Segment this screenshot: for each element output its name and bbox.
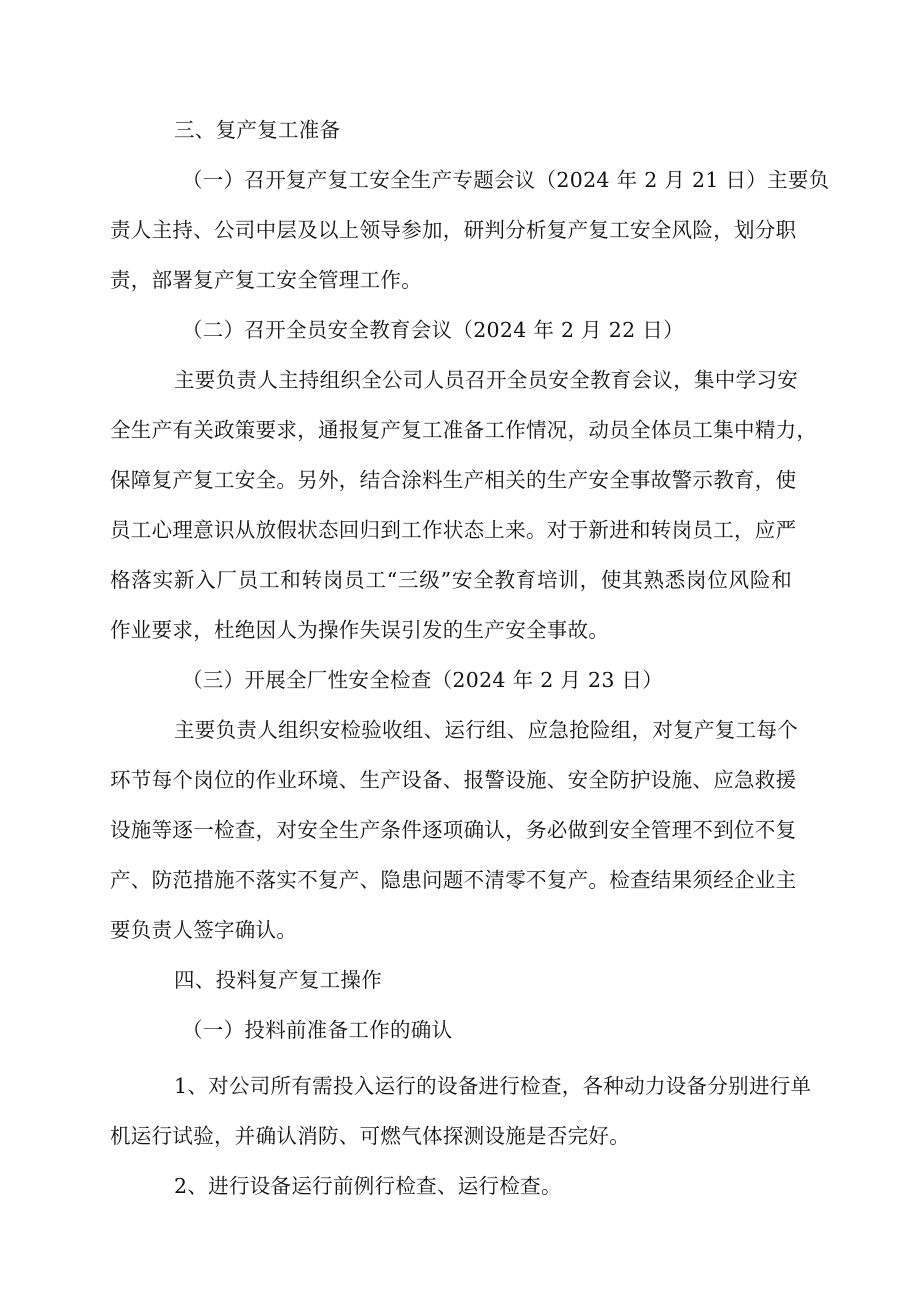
paragraph-line: 责，部署复产复工安全管理工作。	[110, 268, 422, 292]
paragraph-line: 产、防范措施不落实不复产、隐患问题不清零不复产。检查结果须经企业主	[110, 868, 797, 892]
list-item-line: 机运行试验，并确认消防、可燃气体探测设施是否完好。	[110, 1124, 630, 1148]
paragraph-line: 全生产有关政策要求，通报复产复工准备工作情况，动员全体员工集中精力，	[110, 418, 818, 442]
section-heading-4: 四、投料复产复工操作	[174, 968, 382, 992]
paragraph-line: 责人主持、公司中层及以上领导参加，研判分析复产复工安全风险，划分职	[110, 218, 797, 242]
paragraph-line: （一）召开复产复工安全生产专题会议（2024 年 2 月 21 日）主要负	[182, 168, 830, 192]
paragraph-line: 员工心理意识从放假状态回归到工作状态上来。对于新进和转岗员工，应严	[110, 518, 797, 542]
paragraph-line: 主要负责人组织安检验收组、运行组、应急抢险组，对复产复工每个	[174, 718, 798, 742]
subsection-heading: （二）召开全员安全教育会议（2024 年 2 月 22 日）	[182, 318, 684, 342]
paragraph-line: 保障复产复工安全。另外，结合涂料生产相关的生产安全事故警示教育，使	[110, 468, 797, 492]
paragraph-line: 设施等逐一检查，对安全生产条件逐项确认，务必做到安全管理不到位不复	[110, 818, 797, 842]
section-heading-3: 三、复产复工准备	[174, 118, 341, 142]
subsection-heading: （一）投料前准备工作的确认	[182, 1018, 453, 1042]
list-item-line: 2、进行设备运行前例行检查、运行检查。	[174, 1174, 562, 1198]
paragraph-line: 主要负责人主持组织全公司人员召开全员安全教育会议，集中学习安	[174, 368, 798, 392]
subsection-heading: （三）开展全厂性安全检查（2024 年 2 月 23 日）	[182, 668, 664, 692]
paragraph-line: 环节每个岗位的作业环境、生产设备、报警设施、安全防护设施、应急救援	[110, 768, 797, 792]
paragraph-line: 作业要求，杜绝因人为操作失误引发的生产安全事故。	[110, 618, 610, 642]
paragraph-line: 要负责人签字确认。	[110, 918, 298, 942]
list-item-line: 1、对公司所有需投入运行的设备进行检查，各种动力设备分别进行单	[174, 1074, 812, 1098]
paragraph-line: 格落实新入厂员工和转岗员工“三级”安全教育培训，使其熟悉岗位风险和	[110, 568, 792, 592]
